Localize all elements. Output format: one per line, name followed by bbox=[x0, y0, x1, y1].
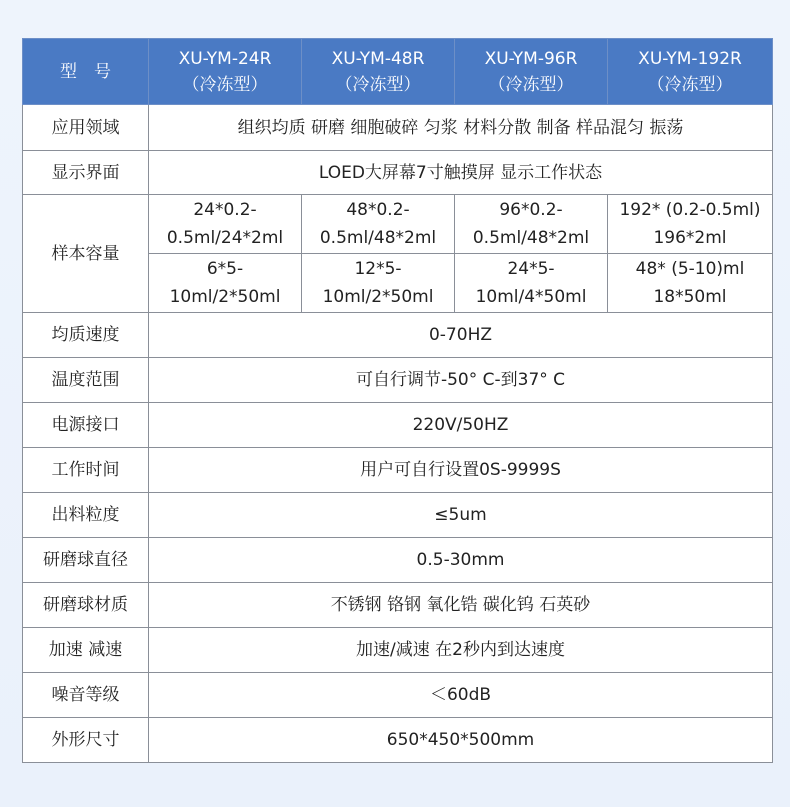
row-label: 均质速度 bbox=[23, 313, 149, 358]
row-temperature bbox=[23, 358, 773, 403]
row-value: 可自行调节-50° C-到37° C bbox=[149, 358, 773, 403]
capacity-line: 6*5- bbox=[206, 259, 244, 279]
row-label: 工作时间 bbox=[23, 448, 149, 493]
row-label: 加速 减速 bbox=[23, 628, 149, 673]
model-name: XU-YM-24R bbox=[178, 48, 272, 69]
capacity-line: 24*0.2- bbox=[193, 200, 257, 220]
model-type: （冷冻型） bbox=[647, 74, 733, 95]
row-value: 用户可自行设置0S-9999S bbox=[149, 448, 773, 493]
row-display bbox=[23, 151, 773, 195]
row-value: 0-70HZ bbox=[149, 313, 773, 358]
spec-table bbox=[22, 38, 773, 763]
header-model-192r bbox=[608, 39, 773, 105]
row-ball-diameter bbox=[23, 538, 773, 583]
row-dimensions bbox=[23, 718, 773, 763]
row-label: 研磨球材质 bbox=[23, 583, 149, 628]
row-value: 650*450*500mm bbox=[149, 718, 773, 763]
row-value: ＜60dB bbox=[149, 673, 773, 718]
model-type: （冷冻型） bbox=[488, 74, 574, 95]
capacity-line: 24*5- bbox=[507, 259, 555, 279]
capacity-line: 48*0.2- bbox=[346, 200, 410, 220]
capacity-cell bbox=[455, 195, 608, 254]
capacity-line: 10ml/4*50ml bbox=[475, 287, 587, 307]
row-ball-material bbox=[23, 583, 773, 628]
row-application bbox=[23, 105, 773, 151]
header-model-48r bbox=[302, 39, 455, 105]
row-value: 加速/减速 在2秒内到达速度 bbox=[149, 628, 773, 673]
row-value: 0.5-30mm bbox=[149, 538, 773, 583]
capacity-line: 10ml/2*50ml bbox=[169, 287, 281, 307]
capacity-line: 12*5- bbox=[354, 259, 402, 279]
row-accel bbox=[23, 628, 773, 673]
capacity-line: 0.5ml/48*2ml bbox=[472, 228, 590, 248]
header-model-96r bbox=[455, 39, 608, 105]
row-label: 温度范围 bbox=[23, 358, 149, 403]
row-label: 外形尺寸 bbox=[23, 718, 149, 763]
header-row bbox=[23, 39, 773, 105]
capacity-cell bbox=[302, 254, 455, 313]
model-type: （冷冻型） bbox=[182, 74, 268, 95]
row-noise bbox=[23, 673, 773, 718]
row-value: 组织均质 研磨 细胞破碎 匀浆 材料分散 制备 样品混匀 振荡 bbox=[149, 105, 773, 151]
capacity-line: 196*2ml bbox=[653, 228, 727, 248]
row-label: 研磨球直径 bbox=[23, 538, 149, 583]
capacity-line: 18*50ml bbox=[653, 287, 727, 307]
row-value: 不锈钢 铬钢 氧化锆 碳化钨 石英砂 bbox=[149, 583, 773, 628]
capacity-cell bbox=[302, 195, 455, 254]
row-value: ≤5um bbox=[149, 493, 773, 538]
model-name: XU-YM-48R bbox=[331, 48, 425, 69]
row-label: 出料粒度 bbox=[23, 493, 149, 538]
row-value: LOED大屏幕7寸触摸屏 显示工作状态 bbox=[149, 151, 773, 195]
row-label: 噪音等级 bbox=[23, 673, 149, 718]
capacity-line: 0.5ml/48*2ml bbox=[319, 228, 437, 248]
capacity-line: 96*0.2- bbox=[499, 200, 563, 220]
model-name: XU-YM-192R bbox=[638, 48, 742, 69]
row-worktime bbox=[23, 448, 773, 493]
row-label: 样本容量 bbox=[23, 195, 149, 313]
capacity-cell bbox=[149, 195, 302, 254]
row-value: 220V/50HZ bbox=[149, 403, 773, 448]
row-capacity-1 bbox=[23, 195, 773, 254]
capacity-line: 10ml/2*50ml bbox=[322, 287, 434, 307]
row-power bbox=[23, 403, 773, 448]
row-label: 电源接口 bbox=[23, 403, 149, 448]
header-label: 型 号 bbox=[23, 39, 149, 105]
model-type: （冷冻型） bbox=[335, 74, 421, 95]
capacity-cell bbox=[149, 254, 302, 313]
model-name: XU-YM-96R bbox=[484, 48, 578, 69]
capacity-line: 192* (0.2-0.5ml) bbox=[619, 200, 761, 220]
row-label: 显示界面 bbox=[23, 151, 149, 195]
capacity-cell bbox=[608, 254, 773, 313]
capacity-cell bbox=[608, 195, 773, 254]
row-granularity bbox=[23, 493, 773, 538]
capacity-cell bbox=[455, 254, 608, 313]
row-label: 应用领域 bbox=[23, 105, 149, 151]
row-speed bbox=[23, 313, 773, 358]
header-model-24r bbox=[149, 39, 302, 105]
capacity-line: 0.5ml/24*2ml bbox=[166, 228, 284, 248]
capacity-line: 48* (5-10)ml bbox=[635, 259, 745, 279]
